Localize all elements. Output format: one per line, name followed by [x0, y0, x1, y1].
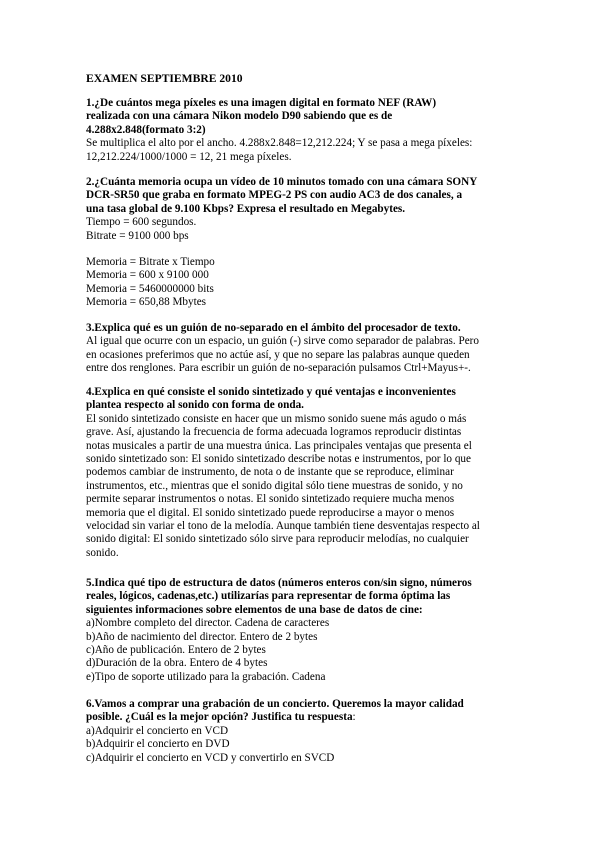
answer-2-text: Memoria = 650,88 Mbytes	[86, 296, 207, 309]
answer-2-text: Memoria = 5460000000 bits	[86, 282, 214, 295]
answer-5-text: c)Año de publicación. Entero de 2 bytes	[86, 644, 266, 657]
question-3-text: 3.Explica qué es un guión de no-separado en el ámbito del procesador de texto.	[86, 322, 461, 334]
answer-3-text: entre dos renglones. Para escribir un guión de no-separación pulsamos Ctrl+Mayus+-.	[86, 362, 471, 375]
question-1-text: 1.¿De cuántos mega píxeles es una imagen digital en formato NEF (RAW)	[86, 97, 437, 109]
answer-6-text: b)Adquirir el concierto en DVD	[86, 738, 230, 751]
question-6	[86, 698, 526, 765]
answer-3-text: Al igual que ocurre con un espacio, un guión (-) sirve como separador de palabras. Pero	[86, 335, 479, 348]
answer-4-text: podemos cambiar de instrumento, de nota o de instante que se reproduce, eliminar	[86, 466, 454, 479]
question-5-text: siguientes informaciones sobre elementos de una base de datos de cine:	[86, 603, 423, 616]
question-5-text: reales, lógicos, cadenas,etc.) utilizarías para representar de forma óptima las	[86, 590, 451, 603]
answer-4-text: instrumentos, etc., mientras que el sonido digital sólo tiene muestras de sonido, y no	[86, 479, 463, 492]
question-6-text: posible. ¿Cuál es la mejor opción? Justifica tu respuesta	[86, 711, 353, 724]
question-1-text: realizada con una cámara Nikon modelo D90 sabiendo que es de	[86, 110, 393, 123]
answer-4-text: grave. Así, ajustando la frecuencia de forma adecuada logramos reproducir distintas	[86, 426, 462, 439]
answer-5-text: a)Nombre completo del director. Cadena de caracteres	[86, 617, 330, 630]
question-4-text: plantea respecto al sonido con forma de onda.	[86, 399, 304, 412]
question-4-text: 4.Explica en qué consiste el sonido sintetizado y qué ventajas e inconvenientes	[86, 386, 456, 398]
answer-2-text: Memoria = 600 x 9100 000	[86, 269, 209, 282]
question-3	[86, 322, 526, 376]
answer-1-text: 12,212.224/1000/1000 = 12, 21 mega píxeles.	[86, 150, 292, 163]
answer-5-text: d)Duración de la obra. Entero de 4 bytes	[86, 657, 268, 670]
question-2-text: DCR-SR50 que graba en formato MPEG-2 PS con audio AC3 de dos canales, a	[86, 189, 463, 202]
answer-4-text: permite separar instrumentos o notas. El sonido sintetizado requiere mucha menos	[86, 493, 455, 506]
answer-4-text: sonido.	[86, 546, 119, 559]
answer-2-text: Tiempo = 600 segundos.	[86, 216, 197, 229]
answer-2-text: Bitrate = 9100 000 bps	[86, 229, 189, 242]
question-5-text: 5.Indica qué tipo de estructura de datos (números enteros con/sin signo, números	[86, 577, 472, 589]
answer-4-text: notas musicales a partir de una muestra única. Las principales ventajas que presenta el	[86, 439, 472, 452]
document-title: EXAMEN SEPTIEMBRE 2010	[86, 72, 243, 85]
question-4	[86, 386, 526, 560]
answer-2-text: Memoria = Bitrate x Tiempo	[86, 256, 215, 269]
answer-5-text: e)Tipo de soporte utilizado para la grabación. Cadena	[86, 670, 326, 683]
answer-1-text: Se multiplica el alto por el ancho. 4.288x2.848=12,212.224; Y se pasa a mega píxeles:	[86, 137, 473, 150]
question-6-colon: :	[352, 711, 356, 724]
answer-4-text: memoria que el digital. El sonido sintetizado puede reproducirse a mayor o menos	[86, 506, 455, 519]
question-5	[86, 577, 526, 684]
question-2-text: una tasa global de 9.100 Kbps? Expresa el resultado en Megabytes.	[86, 202, 406, 215]
question-6-text: 6.Vamos a comprar una grabación de un concierto. Queremos la mayor calidad	[86, 698, 464, 710]
answer-6-text: c)Adquirir el concierto en VCD y convertirlo en SVCD	[86, 751, 335, 764]
answer-4-text: velocidad sin variar el tono de la melodía. Aunque también tiene desventajas respecto al	[86, 520, 480, 533]
question-1	[86, 97, 526, 164]
answer-5-text: b)Año de nacimiento del director. Entero de 2 bytes	[86, 630, 318, 643]
answer-3-text: en ocasiones preferimos que no actúe así, y que no separe las palabras aunque queden	[86, 348, 470, 361]
answer-4-text: sonido digital: El sonido sintetizado sólo sirve para reproducir melodías, no cualquier	[86, 533, 469, 546]
question-2	[86, 176, 526, 310]
answer-4-text: sonido sintetizado son: El sonido sintetizado describe notas e instrumentos, por lo que	[86, 453, 471, 466]
answer-6-text: a)Adquirir el concierto en VCD	[86, 724, 229, 737]
answer-4-text: El sonido sintetizado consiste en hacer que un mismo sonido suene más agudo o más	[86, 412, 467, 425]
question-1-text: 4.288x2.848(formato 3:2)	[86, 123, 206, 136]
question-2-text: 2.¿Cuánta memoria ocupa un vídeo de 10 minutos tomado con una cámara SONY	[86, 176, 478, 188]
